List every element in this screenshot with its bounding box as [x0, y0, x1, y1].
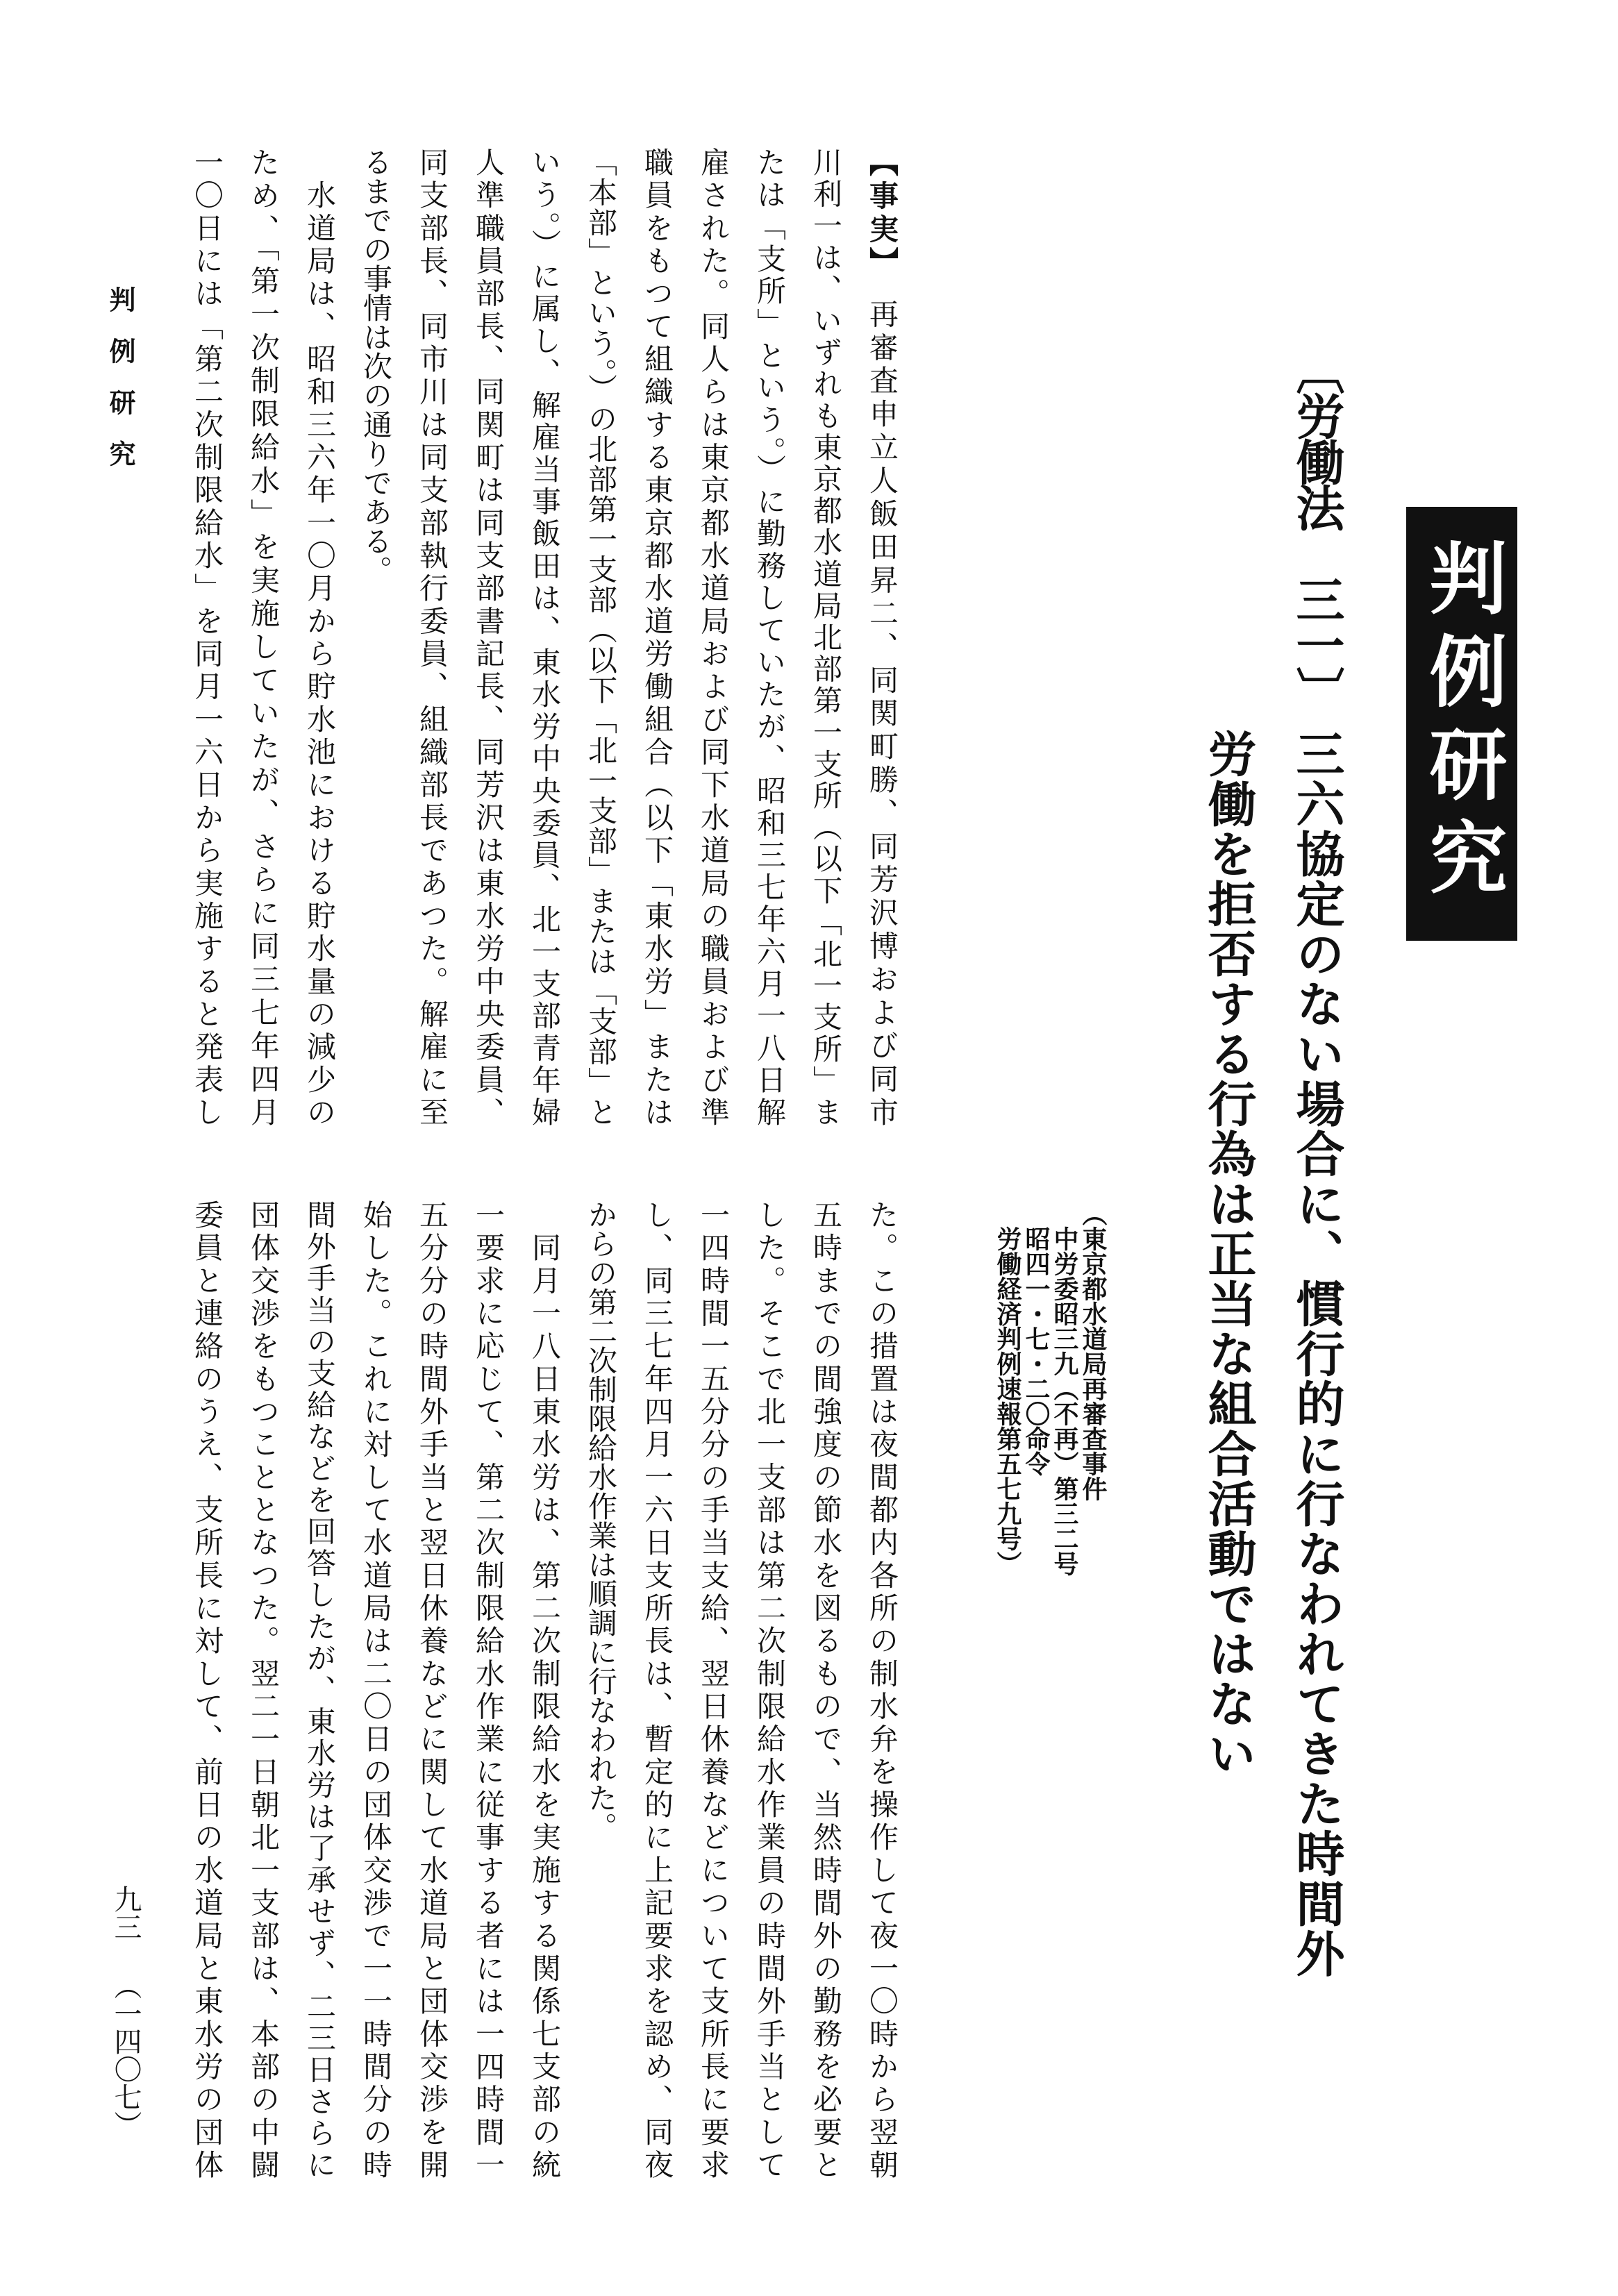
body-text-lower: [179, 1200, 910, 2179]
text-line: 五分分の時間外手当と翌日休養などに関して水道局と団体交渉を開: [415, 1200, 449, 2179]
running-head: 判例研究: [105, 286, 136, 492]
text-line: からの第二次制限給水作業は順調に行なわれた。: [584, 1200, 618, 1841]
text-line: 間外手当の支給などを回答したが、東水労は了承せず、二三日さらに: [303, 1200, 337, 2179]
title-headline-line2: 労働を拒否する行為は正当な組合活動ではない: [1200, 729, 1258, 1779]
text-line: 一四時間一五分分の手当支給、翌日休養などについて支所長に要求: [697, 1200, 731, 2179]
text-line: 委員と連絡のうえ、支所長に対して、前日の水道局と東水労の団体: [190, 1200, 224, 2179]
text-line-content: 再審査申立人飯田昇二、同関町勝、同芳沢博および同市: [865, 265, 899, 1127]
text-line: 一要求に応じて、第二次制限給水作業に従事する者には一四時間一: [472, 1200, 506, 2179]
title-category: 〔労働法 三一〕: [1288, 346, 1346, 712]
text-line: いう。）に属し、解雇当事飯田は、東水労中央委員、北一支部青年婦: [528, 147, 562, 1126]
text-line: るまでの事情は次の通りである。: [359, 147, 393, 585]
facts-heading: 【事実】: [865, 147, 899, 266]
body-text-upper: [179, 147, 910, 1126]
text-line: 団体交渉をもつこととなつた。翌二一日朝北一支部は、本部の中闘: [247, 1200, 281, 2179]
text-line: し、同三七年四月一六日支所長は、暫定的に上記要求を認め、同夜: [640, 1200, 674, 2179]
text-line: [854, 147, 910, 1126]
text-line: 「本部」という。）の北部第一支部（以下「北一支部」または「支部」と: [584, 147, 618, 1126]
page-number: 九三: [110, 1885, 142, 1941]
text-line: 一〇日には「第二次制限給水」を同月一六日から実施すると発表し: [190, 147, 224, 1126]
text-line: 川利一は、いずれも東京都水道局北部第一支所（以下「北一支所」ま: [809, 147, 843, 1126]
text-line: 始した。これに対して水道局は二〇日の団体交渉で一一時間分の時: [359, 1200, 393, 2179]
text-line: 同支部長、同市川は同支部執行委員、組織部長であつた。解雇に至: [415, 147, 449, 1126]
serial-page-number: （一四〇七）: [110, 1972, 142, 2138]
text-line: 同月一八日東水労は、第二次制限給水を実施する関係七支部の統: [528, 1200, 562, 2179]
title-headline-line1: 三六協定のない場合に、慣行的に行なわれてきた時間外: [1288, 729, 1346, 1979]
citation-line: 昭四一・七・二〇命令: [1021, 1226, 1051, 1476]
text-line: した。そこで北一支部は第二次制限給水作業員の時間外手当として: [753, 1200, 787, 2179]
section-badge: 判例研究: [1406, 507, 1517, 941]
text-line: 水道局は、昭和三六年一〇月から貯水池における貯水量の減少の: [303, 147, 337, 1126]
text-line: 五時までの間強度の節水を図るもので、当然時間外の勤務を必要と: [809, 1200, 843, 2179]
citation-line: （東京都水道局再審査事件: [1078, 1201, 1108, 1501]
case-citation: [993, 1201, 1107, 1576]
text-line: たは「支所」という。）に勤務していたが、昭和三七年六月一八日解: [753, 147, 787, 1126]
text-line: ため、「第一次制限給水」を実施していたが、さらに同三七年四月: [247, 147, 281, 1126]
text-line: た。この措置は夜間都内各所の制水弁を操作して夜一〇時から翌朝: [865, 1200, 899, 2179]
citation-line: 労働経済判例速報第五七九号）: [993, 1226, 1022, 1576]
citation-line: 中労委昭三九（不再）第三二号: [1050, 1226, 1079, 1576]
text-line: 職員をもつて組織する東京都水道労働組合（以下「東水労」または: [640, 147, 674, 1126]
text-line: 人準職員部長、同関町は同支部書記長、同芳沢は東水労中央委員、: [472, 147, 506, 1126]
text-line: 雇された。同人らは東京都水道局および同下水道局の職員および準: [697, 147, 731, 1126]
